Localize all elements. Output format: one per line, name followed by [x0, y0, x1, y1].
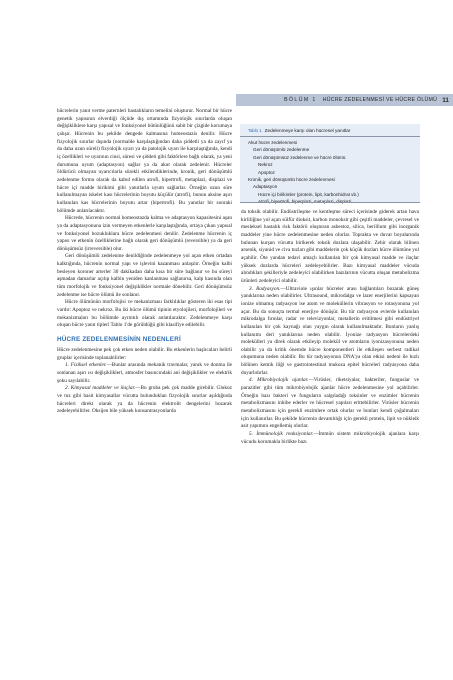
- list-item-label: 2. Kimyasal maddeler ve ilaçlar.: [65, 385, 136, 392]
- list-item: [57, 362, 232, 385]
- list-item-label: 1. Fiziksel etkenler.: [65, 362, 107, 369]
- table-row: Geri dönüşümlü zedelenme: [253, 147, 310, 153]
- table-body: [240, 137, 420, 206]
- paragraph: Hücre ölümünün morfolojisi ve mekanizması farklılıklar gösteren iki esas tipi vardır: Apoptoz ve nekroz. Bu iki hücre ölümü tipinin etyolojileri, morfolojileri ve mekanizmaları bu bölümde ayrıntılı olarak anlatılacaktır. Zedelenmeye karşı oluşan hücre yanıt tipleri Tablo 1'de görüldüğü gibi klasifiye edilebilir.: [57, 299, 232, 329]
- list-item-text: —Bunlar arasında mekanik travmalar, yanık ve donma ile sonlanan aşırı ısı değişiklikleri, atmosfer basıncındaki ani değişiklikler ve elektrik şoku sayılabilir.: [57, 362, 233, 384]
- table-row: Apoptoz: [258, 169, 275, 175]
- table-row: Akut hücre zedelenmesi: [248, 140, 298, 145]
- page-number: 11: [442, 96, 449, 104]
- list-item: [241, 431, 419, 446]
- section-heading: HÜCRE ZEDELENMESİNİN NEDENLERİ: [57, 336, 181, 344]
- table-row: Kronik, geri dönüşümlü hücre zedelenmesi: [248, 177, 335, 183]
- table-row: Geri dönüşümsüz zedelenme ve hücre ölümü: [253, 154, 346, 160]
- table-rule: [240, 202, 420, 203]
- table-row: Adaptasyon: [253, 184, 278, 190]
- list-item-text: —Ultraviole ışınlar hücreler arası bağlantıları bozarak güneş yanıklarına neden olabilirler. Ultrasound, mikrodalga ve lazer enerjilerini kapsayan ionize olmamış radyasyon ise atom ve moleküllerin vibrasyon ve rotasyonuna yol açar. Bu da sonuçta termal enerjiye dönüşür. Bu tür radyasyon evlerde kullanılan mikrodalga fırınlar, radar ve televizyonlar, metallerin eritilmesi gibi endüstriyel kullanılan bir çok kaynağı olan yaygın olarak kullanılmaktadır. Bunların yanlış kullanımı deri yanıklarına neden olabilir. İyonize radyasyon hücrelerdeki molekülleri ya direk olarak etkileyip molekül ve atomların iyonizasyonuna neden olabilir ya da kritik önemde hücre komponentleri ile etkileşen serbest radikal oluşumuna neden olabilir. Bu tür radyasyonun DNA'ya olan etkisi nedeni ile hızlı bölünen kemik iliği ve gastrointestinal mukoza epitel hücreleri radyasyona daha duyarlıdırlar.: [241, 285, 419, 376]
- table-number: Tablo 1.: [248, 128, 263, 133]
- list-item-text: —İmmün sistem mikrobiyolojik ajanlara karşı vücudu korumakla birlikte bazı: [241, 431, 419, 445]
- left-column: [57, 108, 232, 416]
- table-row: Hücre içi birikimler (protein, lipit, karbonhidrat vb.): [258, 191, 359, 197]
- list-item: [241, 377, 419, 431]
- table-caption: [240, 127, 420, 137]
- paragraph: hücrelerin yanıt verme paternleri hastalıkların temelini oluşturur. Normal bir hücre genetik yapısının elverdiği ölçüde dış ortamında fizyolojik sınırlarda oluşan değişikliklere karşı yapısal ve fonksiyonel bütünlüğünü sabit bir çizgide korumaya çalışır. Hücrenin bu şekilde dengede kalmasına homeostazis denilir. Hücre fizyolojik sınırlar dışında (normalde karşılaştığından daha şiddetli ya da zayıf ya da daha uzun süreli) fizyolojik uyarı ya da patolojik uyarı ile karşılaştığında, kendi iç özellikleri ve uyarının cinsi, süresi ve şiddeti gibi faktörlere bağlı olarak, ya yeni durumuna uyum (adaptasyon) sağlar ya da akut olarak zedelenir. Hücreler öldürücü olmayan uyarıcılarla sürekli etkilendiklerinde, kronik, geri dönüşümlü zedelenme formu olarak da kabul edilen atrofi, hipertrofi, metaplazi, displazi ve hücre içi madde birikimi gibi yanıtlarla uyum sağlarlar. Örneğin uzun süre kullanılmayan iskelet kası hücrelerinin boyutu küçülür (atrofi), bunun aksine aşırı kullanılan kas hücrelerinin boyutu artar (hipertrofi). Bu yanıtlar bir sonraki bölümde anlatılacaktır.: [57, 108, 232, 214]
- list-item-label: 4. Mikrobiyolojik ajanlar.: [249, 377, 309, 384]
- right-column: [241, 209, 419, 446]
- paragraph: da toksik olabilir. Endüstrileşme ve kentleşme süreci içerisinde giderek artan hava kirliliğine yol açan sülfür dioksit, karbon monoksit gibi çeşitli maddeler, çevresel ve mesleksel hastalık risk faktörü oluşturan asbestoz, silica, berillium gibi inorganik maddeler yine hücre zedelenmesine neden olurlar. Toprakta ve duvar boyalarında bulunan kurşun vücutta birikerek toksik dozlara ulaşabilir. Zehir olarak bilinen arsenik, siyanid ve civa tuzları gibi maddelerin çok küçük dozları hücre ölümüne yol açabilir. Öte yandan tedavi amaçlı kullanılan bir çok kimyasal madde ve ilaçlar yüksek dozlarda hücreleri zedeleyebilirler. Bazı kimyasal maddeler vücuda alındıkları şekilleriyle zedeleyici olabilirken bazılarının vücutta oluşan metabolizma ürünleri zedeleyici olabilir.: [241, 209, 420, 284]
- list-item-label: 5. İmmünolojik reaksiyonlar.: [249, 431, 314, 438]
- table-title: Zedelenmeye karşı olan hücresel yanıtlar: [264, 128, 351, 133]
- table-row: Nekroz: [258, 162, 273, 168]
- list-item: [241, 286, 419, 378]
- table-1: [240, 124, 420, 203]
- paragraph: Geri dönüşümlü zedelenme denildiğinde zedelenmeye yol açan etken ortadan kalktığında, hücrenin normal yapı ve işlevini kazanması anlaşılır. Örneğin kalbi besleyen koroner arterler 30 dakikadan daha kısa bir süre bağlanır ve bu süreyi aşmadan damarlar açılıp kalbin yeniden kanlanması sağlanırsa, kalp kasında olan tüm morfolojik ve fonksiyonel değişiklikler normale dönebilir. Geri dönüşümsüz zedelenme ise hücre ölümü ile sonlanır.: [57, 253, 232, 298]
- list-item: [57, 385, 232, 416]
- table-row: Atrofi, hipertrofi, hiperplazi, metaplazi, displazi: [258, 199, 352, 205]
- list-item-label: 3. Radyasyon.: [249, 285, 281, 292]
- running-header: [236, 94, 453, 106]
- list-item-text: —Virüsler, riketsiyalar, bakteriler, funguslar ve parazitler gibi tüm mikrobiyolojik ajanlar hücre zedelenmesine yol açabilirler. Örneğin bazı bakteri ve funguların salgıladığı toksinler ve enzimler hücrenin metabolizmasını inhibe ederler ve hücresel yapıları erittebilirler. Virüsler hücrenin metabolizmasını için gerekli enzimlere ortak olurlar ve bunları kendi çoğalmaları için kullanırlar. Bu şekilde hücrenin devamlılığı için gerekli protein, lipit ve nükleik asit yapımını engellemiş olurlar.: [241, 377, 419, 430]
- chapter-label: BÖLÜM 1: [284, 97, 317, 103]
- list-item-text: —Bu gruba pek çok madde girebilir. Glukoz ve tuz gibi basit kimyasallar vücutta bulunduklan fizyolojik sınırlar aşıldığında hücreleri direkt olarak ya da hücrenin elektrolit dengelerini bozarak zedeleyebilirler. Oksijen bile yüksek konsantrasyonlarda: [57, 385, 232, 415]
- paragraph: Hücrede, hücrenin normal homeostazda kalma ve adaptasyon kapasitesini aşan ya da adaptasyonuna izin vermeyen etkenlerle karşılaştığında, ortaya çıkan yapısal ve fonksiyonel bozukluklara hücre zedelenmesi denilir. Zedelenme hücrenin iç yapısı ve etkenin özelliklerine bağlı olarak geri dönüşümlü (reversible) ya da geri dönüşümsüz (irreversible) olur.: [57, 215, 232, 252]
- chapter-title: HÜCRE ZEDELENMESİ VE HÜCRE ÖLÜMÜ: [322, 97, 438, 103]
- paragraph: Hücre zedelenmesine pek çok etken neden olabilir. Bu etkenlerin başlıcaları belirli gruplar içerisinde toplanabilirler:: [57, 347, 232, 361]
